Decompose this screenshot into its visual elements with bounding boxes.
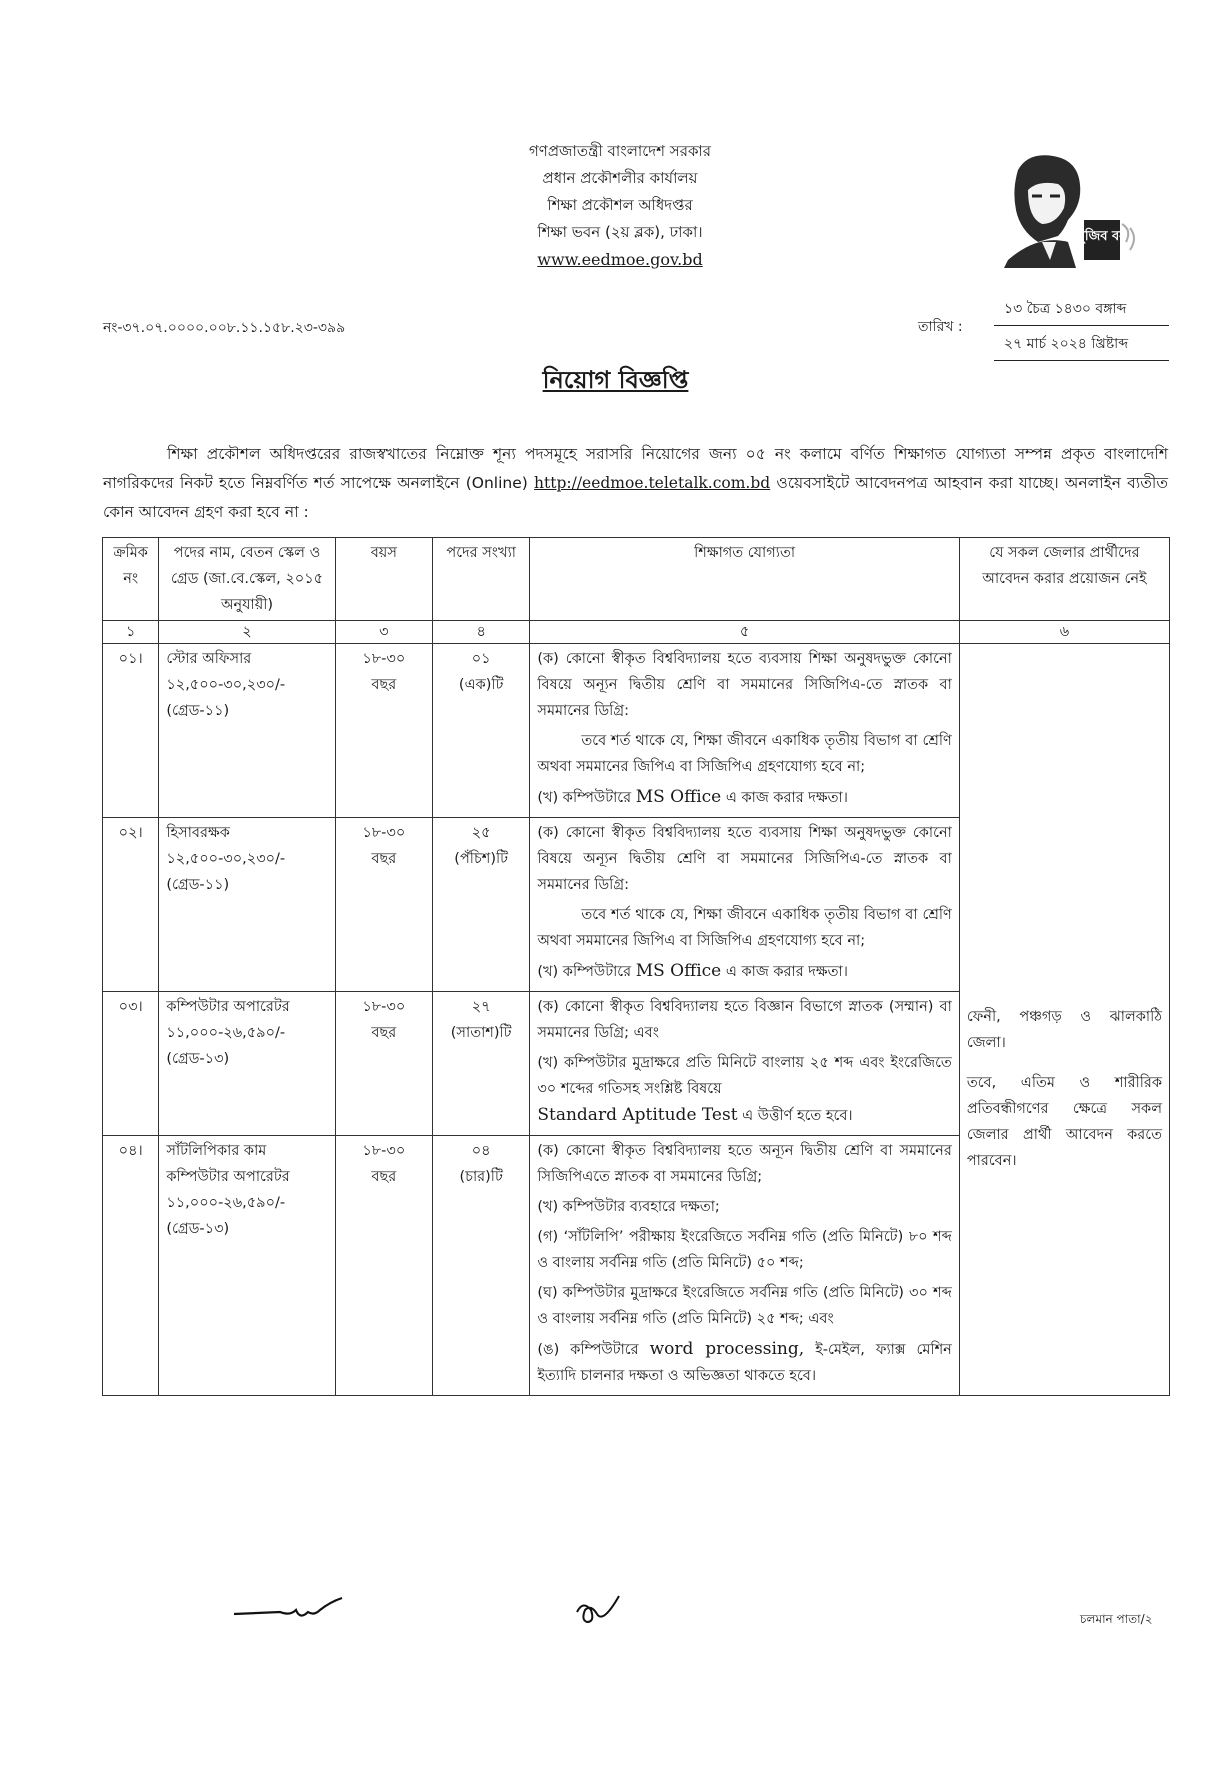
intro-text-2: ওয়েবসাইটে আবেদনপত্র আহবান করা যাচ্ছে। অনলাইন ব্যতীত কোন আবেদন গ্রহণ করা হবে না : xyxy=(103,474,1168,521)
age-unit: বছর xyxy=(371,1169,397,1185)
row-count xyxy=(433,818,530,992)
qual-latin: MS Office xyxy=(635,961,722,981)
age-unit: বছর xyxy=(371,1025,397,1041)
grade: (গ্রেড-১১) xyxy=(166,877,230,893)
row-age xyxy=(335,644,432,818)
qualification-item xyxy=(537,958,951,985)
signature-initial xyxy=(573,1592,623,1628)
qual-suffix: এ কাজ করার দক্ষতা। xyxy=(725,790,848,806)
office-address: শিক্ষা ভবন (২য় ব্লক), ঢাকা। xyxy=(537,223,703,241)
age-unit: বছর xyxy=(371,851,397,867)
qualification-item: (গ) ‘সাঁটলিপি’ পরীক্ষায় ইংরেজিতে সর্বনিম্ন গতি (প্রতি মিনিটে) ৮০ শব্দ ও বাংলায় সর্বনিম্ন গতি (প্রতি মিনিটে) ৫০ শব্দ; xyxy=(537,1229,952,1271)
qualification-item: (ক) কোনো স্বীকৃত বিশ্ববিদ্যালয় হতে অন্যূন দ্বিতীয় শ্রেণি বা সমমানের সিজিপিএতে স্নাতক বা সমমানের ডিগ্রি; xyxy=(537,1143,952,1185)
notice-title-text: নিয়োগ বিজ্ঞপ্তি xyxy=(542,366,689,394)
age-range: ১৮-৩০ xyxy=(362,651,406,667)
qualification-item xyxy=(537,784,951,811)
grade: (গ্রেড-১১) xyxy=(166,703,230,719)
post-count-word: (এক)টি xyxy=(458,677,504,693)
mujib-borsho-logo-icon xyxy=(998,150,1138,268)
qualification-item: (ঘ) কম্পিউটার মুদ্রাক্ষরে ইংরেজিতে সর্বনিম্ন গতি (প্রতি মিনিটে) ৩০ শব্দ ও বাংলায় সর্বনিম্ন গতি (প্রতি মিনিটে) ২৫ শব্দ; এবং xyxy=(537,1285,952,1327)
qual-latin: MS Office xyxy=(635,787,722,807)
office-header xyxy=(455,138,785,273)
row-qualification xyxy=(530,818,959,992)
logo-text: মুজিব বর্ষ xyxy=(1077,229,1127,244)
header-qualification: শিক্ষাগত যোগ্যতা xyxy=(530,538,959,621)
age-range: ১৮-৩০ xyxy=(362,999,406,1015)
grade: (গ্রেড-১৩) xyxy=(166,1221,230,1237)
districts-exception: তবে, এতিম ও শারীরিক প্রতিবন্ধীগণের ক্ষেত্রে সকল জেলার প্রার্থী আবেদন করতে পারবেন। xyxy=(966,1075,1162,1169)
row-count xyxy=(433,992,530,1136)
row-age xyxy=(335,818,432,992)
qual-suffix: এ কাজ করার দক্ষতা। xyxy=(725,964,848,980)
post-count-word: (সাতাশ)টি xyxy=(450,1025,512,1041)
qualification-item: (খ) কম্পিউটার মুদ্রাক্ষরে প্রতি মিনিটে বাংলায় ২৫ শব্দ এবং ইংরেজিতে ৩০ শব্দের গতিসহ সংশ্লিষ্ট বিষয়ে xyxy=(537,1055,952,1097)
post-count: ২৭ xyxy=(471,999,491,1015)
districts-cell xyxy=(959,644,1169,1396)
row-post xyxy=(159,1136,335,1396)
office-name: প্রধান প্রকৌশলীর কার্যালয় xyxy=(542,169,698,187)
qualification-item: (ক) কোনো স্বীকৃত বিশ্ববিদ্যালয় হতে বিজ্ঞান বিভাগে স্নাতক (সম্মান) বা সমমানের ডিগ্রি; এবং xyxy=(537,999,952,1041)
grade: (গ্রেড-১৩) xyxy=(166,1051,230,1067)
row-age xyxy=(335,992,432,1136)
post-count-word: (চার)টি xyxy=(459,1169,503,1185)
qualification-item: (ক) কোনো স্বীকৃত বিশ্ববিদ্যালয় হতে ব্যবসায় শিক্ষা অনুষদভুক্ত কোনো বিষয়ে অন্যূন দ্বিতীয় শ্রেণি বা সমমানের সিজিপিএ-তে স্নাতক বা সমমানের ডিগ্রি: xyxy=(537,651,952,719)
row-count xyxy=(433,1136,530,1396)
row-serial: ০১। xyxy=(103,644,159,818)
qualification-item xyxy=(537,1336,951,1389)
column-number: ৫ xyxy=(530,621,959,644)
post-count-word: (পঁচিশ)টি xyxy=(454,851,509,867)
row-qualification xyxy=(530,1136,959,1396)
qualification-item: তবে শর্ত থাকে যে, শিক্ষা জীবনে একাধিক তৃতীয় বিভাগ বা শ্রেণি অথবা সমমানের জিপিএ বা সিজিপিএ গ্রহণযোগ্য হবে না; xyxy=(537,733,952,775)
header-post: পদের নাম, বেতন স্কেল ও গ্রেড (জা.বে.স্কেল, ২০১৫ অনুযায়ী) xyxy=(159,538,335,621)
qual-prefix: (খ) কম্পিউটারে xyxy=(537,790,632,806)
qual-prefix: (খ) কম্পিউটারে xyxy=(537,964,632,980)
table-header-row xyxy=(103,538,1170,621)
department-name: শিক্ষা প্রকৌশল অধিদপ্তর xyxy=(547,196,693,214)
qualification-item: তবে শর্ত থাকে যে, শিক্ষা জীবনে একাধিক তৃতীয় বিভাগ বা শ্রেণি অথবা সমমানের জিপিএ বা সিজিপিএ গ্রহণযোগ্য হবে না; xyxy=(537,907,952,949)
post-name: কম্পিউটার অপারেটর xyxy=(166,999,290,1015)
website-link[interactable]: www.eedmoe.gov.bd xyxy=(537,250,703,269)
age-unit: বছর xyxy=(371,677,397,693)
row-count xyxy=(433,644,530,818)
post-count: ০৪ xyxy=(471,1143,491,1159)
column-number: ১ xyxy=(103,621,159,644)
intro-text-1: শিক্ষা প্রকৌশল অধিদপ্তরের রাজস্বখাতের নিম্নোক্ত শূন্য পদসমূহে সরাসরি নিয়োগের জন্য ০৫ নং কলামে বর্ণিত শিক্ষাগত যোগ্যতা সম্পন্ন প্রকৃত বাংলাদেশি নাগরিকদের নিকট হতে নিম্নবর্ণিত শর্ত সাপেক্ষে অনলাইনে (Online) xyxy=(103,445,1168,492)
application-link[interactable]: http://eedmoe.teletalk.com.bd xyxy=(534,474,771,492)
date-label: তারিখ : xyxy=(918,319,963,335)
date-gregorian: ২৭ মার্চ ২০২৪ খ্রিষ্টাব্দ xyxy=(994,326,1169,361)
row-serial: ০২। xyxy=(103,818,159,992)
header-serial: ক্রমিক নং xyxy=(103,538,159,621)
row-serial: ০৪। xyxy=(103,1136,159,1396)
date-bangla: ১৩ চৈত্র ১৪৩০ বঙ্গাব্দ xyxy=(994,295,1169,326)
post-name: সাঁটলিপিকার কাম কম্পিউটার অপারেটর xyxy=(166,1143,290,1185)
qualification-item: (ক) কোনো স্বীকৃত বিশ্ববিদ্যালয় হতে ব্যবসায় শিক্ষা অনুষদভুক্ত কোনো বিষয়ে অন্যূন দ্বিতীয় শ্রেণি বা সমমানের সিজিপিএ-তে স্নাতক বা সমমানের ডিগ্রি: xyxy=(537,825,952,893)
notice-title xyxy=(0,362,1231,402)
post-count: ০১ xyxy=(471,651,491,667)
age-range: ১৮-৩০ xyxy=(362,825,406,841)
qual-latin: word processing, xyxy=(649,1339,805,1359)
continued-page-note: চলমান পাতা/২ xyxy=(1080,1612,1153,1626)
pay-scale: ১১,০০০-২৬,৫৯০/- xyxy=(166,1195,286,1211)
row-qualification xyxy=(530,644,959,818)
qual-latin: Standard Aptitude Test xyxy=(537,1105,738,1125)
districts-excluded: ফেনী, পঞ্চগড় ও ঝালকাঠি জেলা। xyxy=(966,1009,1162,1051)
post-count: ২৫ xyxy=(471,825,491,841)
signature-left xyxy=(230,1590,350,1630)
signature-scribble-icon xyxy=(230,1590,350,1630)
govt-name: গণপ্রজাতন্ত্রী বাংলাদেশ সরকার xyxy=(528,142,712,160)
qualification-item xyxy=(537,1102,951,1129)
intro-paragraph xyxy=(103,440,1168,527)
qual-suffix: এ উত্তীর্ণ হতে হবে। xyxy=(742,1108,853,1124)
memo-number: নং-৩৭.০৭.০০০০.০০৮.১১.১৫৮.২৩-৩৯৯ xyxy=(103,320,346,336)
qual-prefix: (ঙ) কম্পিউটারে xyxy=(537,1342,639,1358)
pay-scale: ১১,০০০-২৬,৫৯০/- xyxy=(166,1025,286,1041)
table-row xyxy=(103,644,1170,818)
age-range: ১৮-৩০ xyxy=(362,1143,406,1159)
pay-scale: ১২,৫০০-৩০,২৩০/- xyxy=(166,851,286,867)
column-number-row xyxy=(103,621,1170,644)
row-post xyxy=(159,644,335,818)
header-age: বয়স xyxy=(335,538,432,621)
column-number: ৬ xyxy=(959,621,1169,644)
qualification-item: (খ) কম্পিউটার ব্যবহারে দক্ষতা; xyxy=(537,1199,720,1215)
header-count: পদের সংখ্যা xyxy=(433,538,530,621)
post-name: হিসাবরক্ষক xyxy=(166,825,230,841)
post-name: স্টোর অফিসার xyxy=(166,651,252,667)
qual-suffix: ই-মেইল, ফ্যাক্স মেশিন ইত্যাদি চালনার দক্ষতা ও অভিজ্ঞতা থাকতে হবে। xyxy=(537,1342,952,1384)
column-number: ২ xyxy=(159,621,335,644)
pay-scale: ১২,৫০০-৩০,২৩০/- xyxy=(166,677,286,693)
mujib-borsho-logo xyxy=(998,150,1138,268)
row-age xyxy=(335,1136,432,1396)
initial-scribble-icon xyxy=(573,1592,623,1628)
row-post xyxy=(159,818,335,992)
header-districts: যে সকল জেলার প্রার্থীদের আবেদন করার প্রয়োজন নেই xyxy=(959,538,1169,621)
row-serial: ০৩। xyxy=(103,992,159,1136)
column-number: ৪ xyxy=(433,621,530,644)
vacancy-table xyxy=(102,537,1170,1396)
column-number: ৩ xyxy=(335,621,432,644)
row-post xyxy=(159,992,335,1136)
row-qualification xyxy=(530,992,959,1136)
